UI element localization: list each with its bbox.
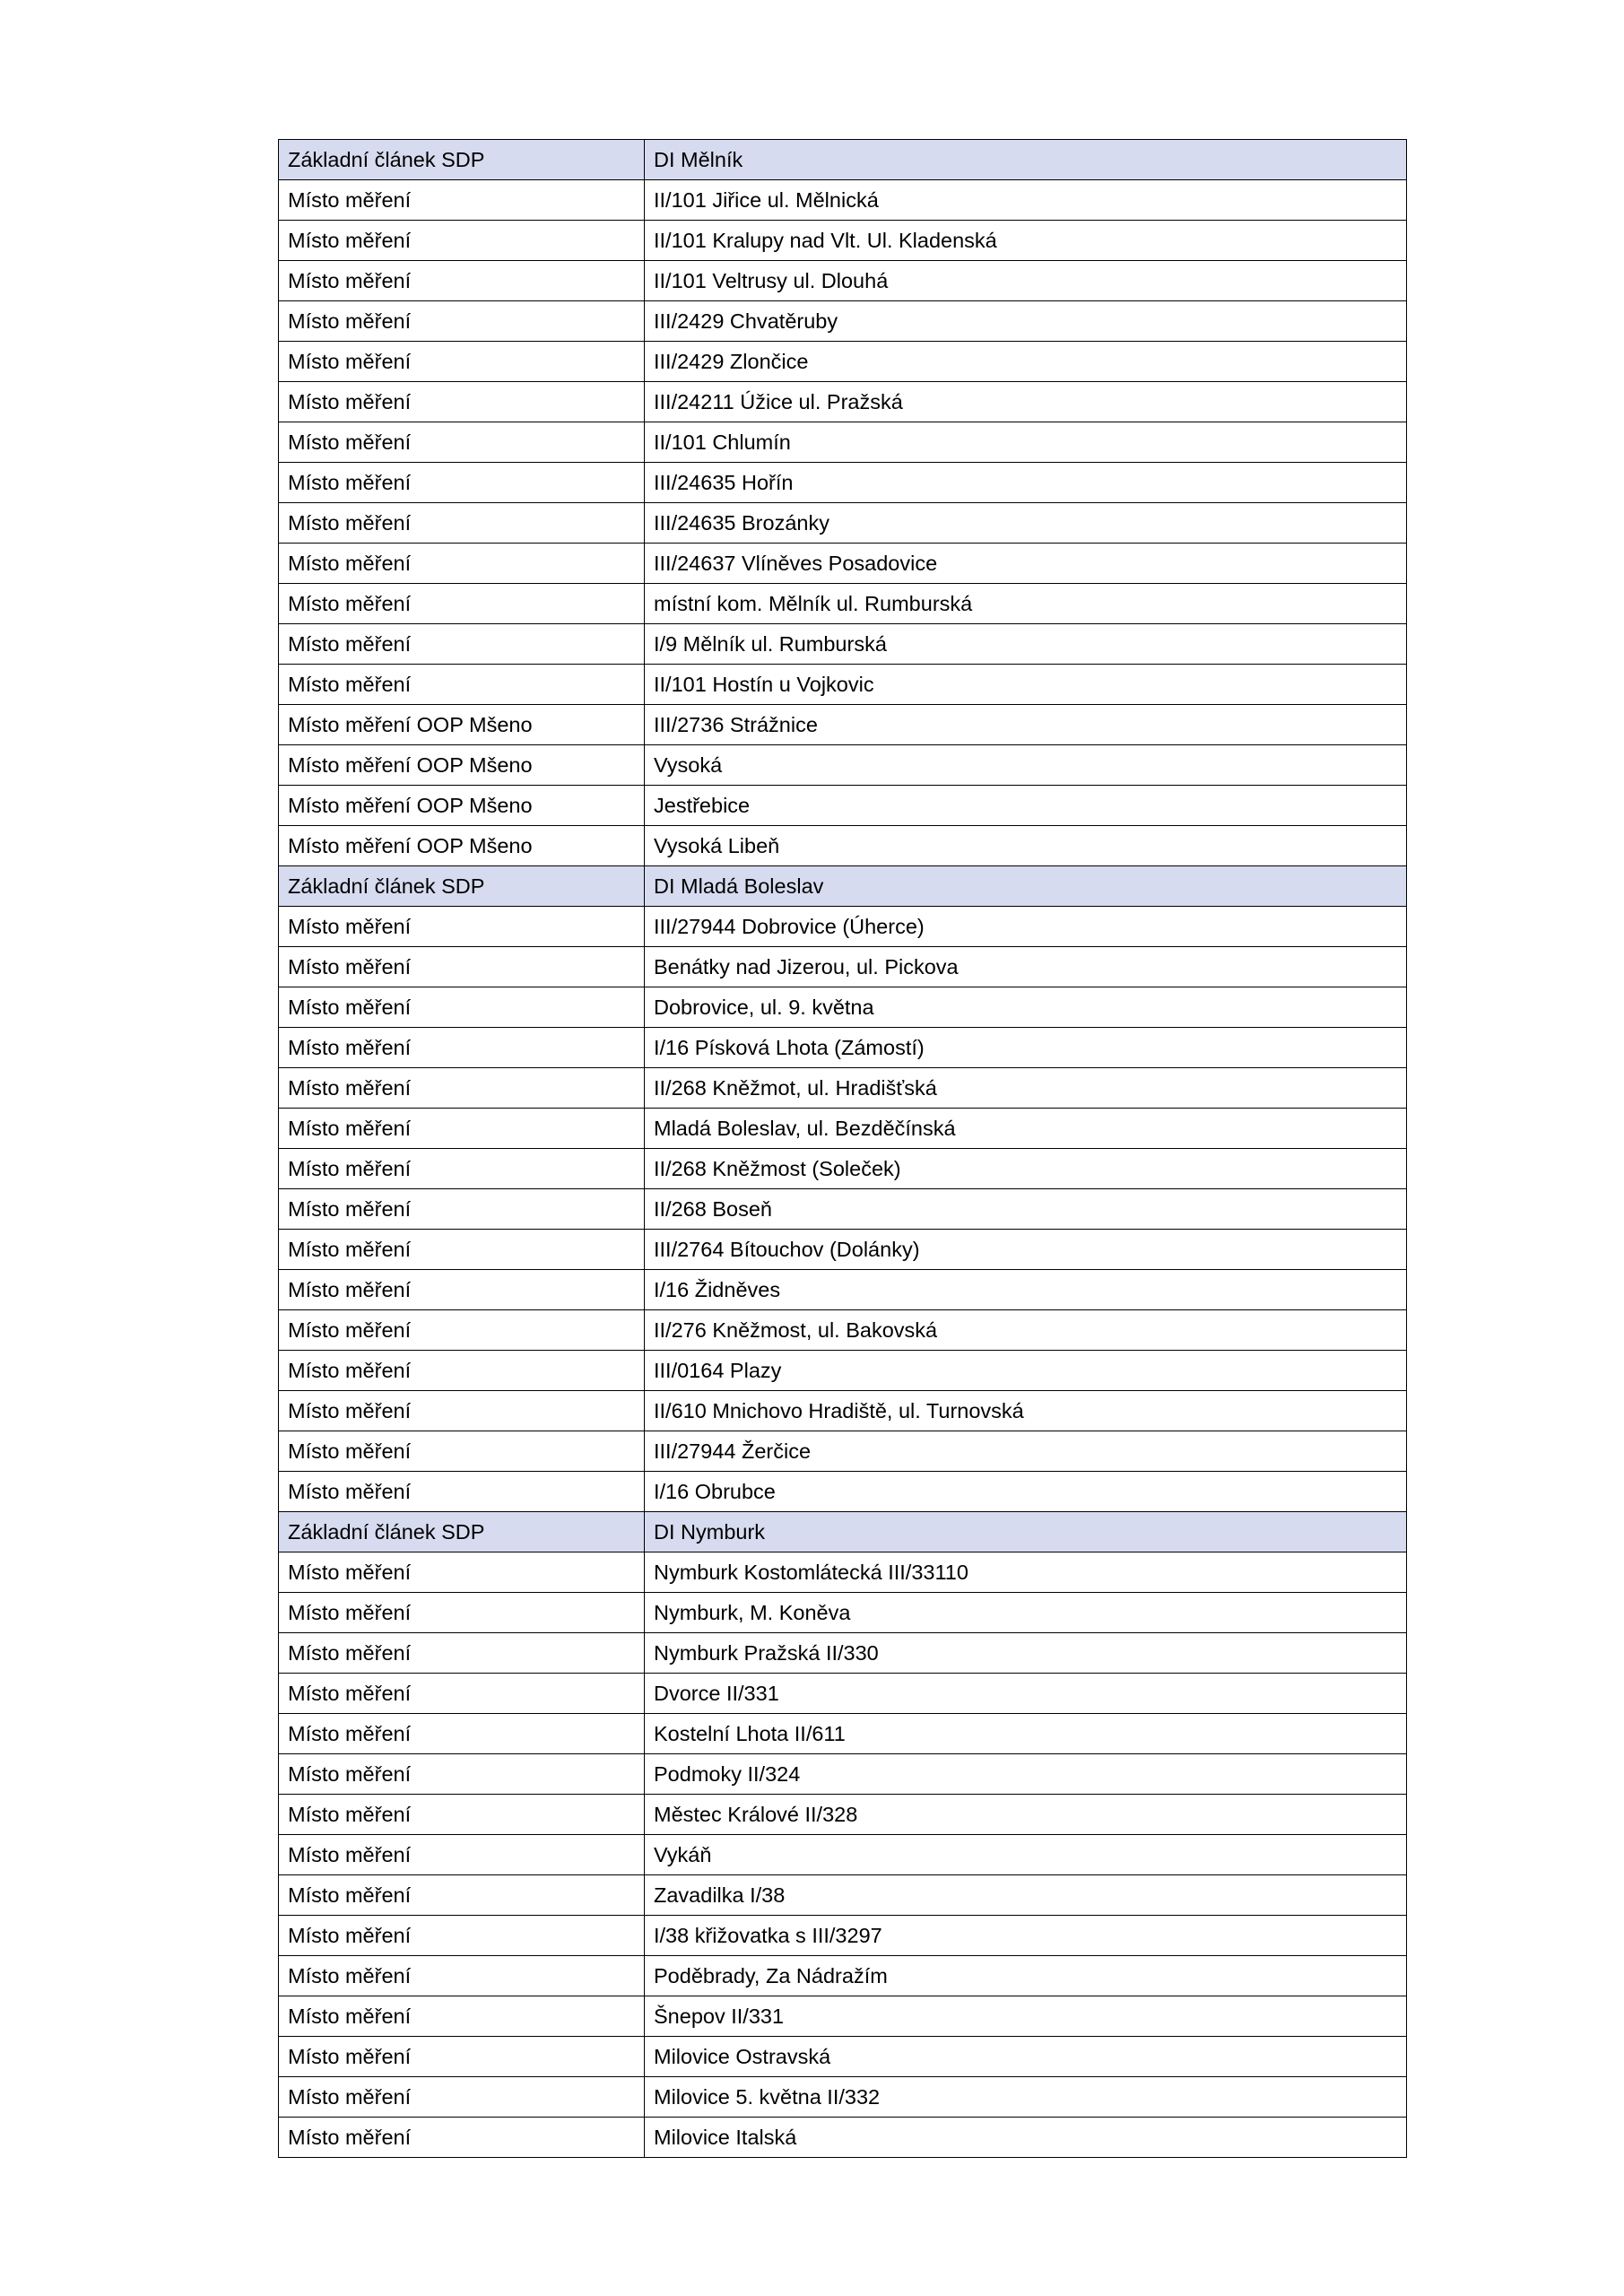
table-row	[279, 907, 1407, 947]
table-row	[279, 1230, 1407, 1270]
row-label-cell: Místo měření	[279, 1391, 645, 1431]
row-value-cell: Mladá Boleslav, ul. Bezděčínská	[645, 1109, 1407, 1149]
row-value-cell: II/276 Kněžmost, ul. Bakovská	[645, 1310, 1407, 1351]
table-row	[279, 1431, 1407, 1472]
row-value-cell: Poděbrady, Za Nádražím	[645, 1956, 1407, 1996]
table-row	[279, 1391, 1407, 1431]
row-value-cell: III/2764 Bítouchov (Dolánky)	[645, 1230, 1407, 1270]
row-label-cell: Místo měření	[279, 1835, 645, 1875]
row-label-cell: Místo měření	[279, 1996, 645, 2037]
row-label-cell: Místo měření	[279, 342, 645, 382]
row-value-cell: I/38 křižovatka s III/3297	[645, 1916, 1407, 1956]
table-row	[279, 1310, 1407, 1351]
row-label-cell: Místo měření	[279, 987, 645, 1028]
table-row	[279, 2077, 1407, 2118]
row-value-cell: Vysoká	[645, 745, 1407, 786]
section-header-row	[279, 140, 1407, 180]
row-label-cell: Místo měření	[279, 261, 645, 301]
row-label-cell: Místo měření	[279, 1270, 645, 1310]
section-value-cell: DI Mělník	[645, 140, 1407, 180]
table-row	[279, 382, 1407, 422]
row-value-cell: Nymburk Pražská II/330	[645, 1633, 1407, 1674]
row-label-cell: Místo měření	[279, 1552, 645, 1593]
row-label-cell: Místo měření	[279, 1714, 645, 1754]
row-label-cell: Místo měření	[279, 1431, 645, 1472]
row-value-cell: I/16 Písková Lhota (Zámostí)	[645, 1028, 1407, 1068]
row-label-cell: Místo měření	[279, 1189, 645, 1230]
table-row	[279, 705, 1407, 745]
row-label-cell: Místo měření	[279, 584, 645, 624]
table-row	[279, 342, 1407, 382]
row-value-cell: II/101 Chlumín	[645, 422, 1407, 463]
table-row	[279, 1068, 1407, 1109]
row-label-cell: Místo měření	[279, 1593, 645, 1633]
row-value-cell: Nymburk Kostomlátecká III/33110	[645, 1552, 1407, 1593]
table-row	[279, 2118, 1407, 2158]
table-row	[279, 1875, 1407, 1916]
row-label-cell: Místo měření	[279, 665, 645, 705]
table-row	[279, 1633, 1407, 1674]
row-value-cell: III/27944 Žerčice	[645, 1431, 1407, 1472]
table-row	[279, 221, 1407, 261]
table-row	[279, 1835, 1407, 1875]
row-label-cell: Místo měření	[279, 1109, 645, 1149]
section-label-cell: Základní článek SDP	[279, 1512, 645, 1552]
table-row	[279, 544, 1407, 584]
row-value-cell: Šnepov II/331	[645, 1996, 1407, 2037]
row-value-cell: místní kom. Mělník ul. Rumburská	[645, 584, 1407, 624]
row-value-cell: III/24635 Brozánky	[645, 503, 1407, 544]
row-value-cell: Dobrovice, ul. 9. května	[645, 987, 1407, 1028]
row-value-cell: II/101 Veltrusy ul. Dlouhá	[645, 261, 1407, 301]
table-row	[279, 180, 1407, 221]
row-label-cell: Místo měření	[279, 1028, 645, 1068]
row-label-cell: Místo měření	[279, 422, 645, 463]
table-row	[279, 745, 1407, 786]
row-value-cell: Vysoká Libeň	[645, 826, 1407, 866]
row-label-cell: Místo měření	[279, 1149, 645, 1189]
row-label-cell: Místo měření	[279, 1310, 645, 1351]
table-row	[279, 301, 1407, 342]
row-label-cell: Místo měření	[279, 2077, 645, 2118]
measurement-locations-table-wrapper	[278, 139, 1406, 2158]
row-value-cell: I/9 Mělník ul. Rumburská	[645, 624, 1407, 665]
row-value-cell: II/610 Mnichovo Hradiště, ul. Turnovská	[645, 1391, 1407, 1431]
row-label-cell: Místo měření	[279, 301, 645, 342]
row-label-cell: Místo měření	[279, 544, 645, 584]
row-label-cell: Místo měření	[279, 624, 645, 665]
row-value-cell: Milovice Italská	[645, 2118, 1407, 2158]
section-label-cell: Základní článek SDP	[279, 140, 645, 180]
row-value-cell: Milovice Ostravská	[645, 2037, 1407, 2077]
row-value-cell: Vykáň	[645, 1835, 1407, 1875]
table-row	[279, 1795, 1407, 1835]
row-label-cell: Místo měření OOP Mšeno	[279, 826, 645, 866]
row-value-cell: III/2429 Zlončice	[645, 342, 1407, 382]
row-label-cell: Místo měření	[279, 1875, 645, 1916]
table-row	[279, 624, 1407, 665]
row-label-cell: Místo měření OOP Mšeno	[279, 745, 645, 786]
table-row	[279, 947, 1407, 987]
row-value-cell: III/24635 Hořín	[645, 463, 1407, 503]
table-row	[279, 1149, 1407, 1189]
table-row	[279, 1270, 1407, 1310]
row-value-cell: III/0164 Plazy	[645, 1351, 1407, 1391]
table-row	[279, 1674, 1407, 1714]
table-row	[279, 665, 1407, 705]
row-value-cell: I/16 Obrubce	[645, 1472, 1407, 1512]
table-row	[279, 1956, 1407, 1996]
table-row	[279, 1754, 1407, 1795]
row-label-cell: Místo měření	[279, 2118, 645, 2158]
table-row	[279, 261, 1407, 301]
row-label-cell: Místo měření	[279, 382, 645, 422]
row-label-cell: Místo měření	[279, 1754, 645, 1795]
row-value-cell: Milovice 5. května II/332	[645, 2077, 1407, 2118]
row-value-cell: III/27944 Dobrovice (Úherce)	[645, 907, 1407, 947]
table-row	[279, 1916, 1407, 1956]
table-row	[279, 584, 1407, 624]
row-value-cell: Kostelní Lhota II/611	[645, 1714, 1407, 1754]
table-row	[279, 2037, 1407, 2077]
table-body	[279, 140, 1407, 2158]
row-value-cell: II/101 Jiřice ul. Mělnická	[645, 180, 1407, 221]
row-label-cell: Místo měření	[279, 221, 645, 261]
row-label-cell: Místo měření	[279, 1674, 645, 1714]
table-row	[279, 463, 1407, 503]
row-value-cell: Benátky nad Jizerou, ul. Pickova	[645, 947, 1407, 987]
row-label-cell: Místo měření	[279, 503, 645, 544]
row-value-cell: II/268 Kněžmot, ul. Hradišťská	[645, 1068, 1407, 1109]
row-value-cell: II/268 Kněžmost (Soleček)	[645, 1149, 1407, 1189]
row-value-cell: II/101 Hostín u Vojkovic	[645, 665, 1407, 705]
row-value-cell: Nymburk, M. Koněva	[645, 1593, 1407, 1633]
row-label-cell: Místo měření	[279, 1068, 645, 1109]
table-row	[279, 503, 1407, 544]
section-header-row	[279, 1512, 1407, 1552]
row-value-cell: III/2736 Strážnice	[645, 705, 1407, 745]
row-value-cell: I/16 Židněves	[645, 1270, 1407, 1310]
row-value-cell: Zavadilka I/38	[645, 1875, 1407, 1916]
table-row	[279, 987, 1407, 1028]
row-label-cell: Místo měření	[279, 1633, 645, 1674]
section-value-cell: DI Mladá Boleslav	[645, 866, 1407, 907]
row-label-cell: Místo měření OOP Mšeno	[279, 786, 645, 826]
row-value-cell: III/24211 Úžice ul. Pražská	[645, 382, 1407, 422]
row-value-cell: II/101 Kralupy nad Vlt. Ul. Kladenská	[645, 221, 1407, 261]
table-row	[279, 1189, 1407, 1230]
table-row	[279, 1028, 1407, 1068]
row-label-cell: Místo měření	[279, 947, 645, 987]
table-row	[279, 1593, 1407, 1633]
row-value-cell: Městec Králové II/328	[645, 1795, 1407, 1835]
row-label-cell: Místo měření	[279, 1956, 645, 1996]
row-label-cell: Místo měření	[279, 1916, 645, 1956]
table-row	[279, 786, 1407, 826]
row-label-cell: Místo měření	[279, 1795, 645, 1835]
row-label-cell: Místo měření	[279, 907, 645, 947]
row-label-cell: Místo měření	[279, 180, 645, 221]
row-value-cell: Jestřebice	[645, 786, 1407, 826]
table-row	[279, 1472, 1407, 1512]
section-value-cell: DI Nymburk	[645, 1512, 1407, 1552]
measurement-locations-table	[278, 139, 1407, 2158]
section-header-row	[279, 866, 1407, 907]
table-row	[279, 1351, 1407, 1391]
table-row	[279, 1552, 1407, 1593]
section-label-cell: Základní článek SDP	[279, 866, 645, 907]
table-row	[279, 1109, 1407, 1149]
row-label-cell: Místo měření	[279, 1230, 645, 1270]
row-value-cell: III/24637 Vlíněves Posadovice	[645, 544, 1407, 584]
row-label-cell: Místo měření	[279, 2037, 645, 2077]
table-row	[279, 1996, 1407, 2037]
row-label-cell: Místo měření	[279, 1351, 645, 1391]
row-label-cell: Místo měření	[279, 1472, 645, 1512]
table-row	[279, 826, 1407, 866]
row-value-cell: Dvorce II/331	[645, 1674, 1407, 1714]
table-row	[279, 422, 1407, 463]
table-row	[279, 1714, 1407, 1754]
row-value-cell: Podmoky II/324	[645, 1754, 1407, 1795]
row-value-cell: II/268 Boseň	[645, 1189, 1407, 1230]
row-label-cell: Místo měření	[279, 463, 645, 503]
row-value-cell: III/2429 Chvatěruby	[645, 301, 1407, 342]
row-label-cell: Místo měření OOP Mšeno	[279, 705, 645, 745]
